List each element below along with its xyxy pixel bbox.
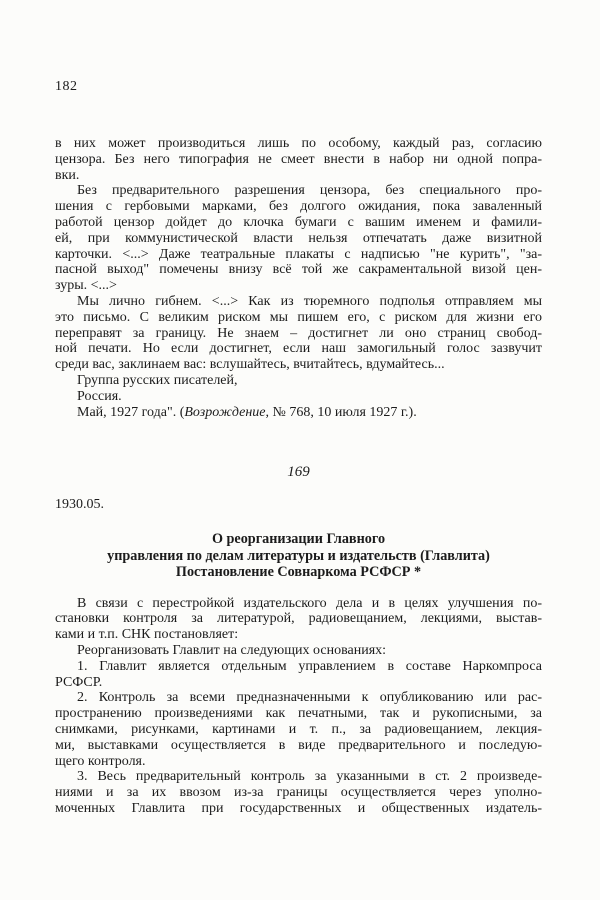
- text-line: 3. Весь предварительный контроль за указанными в ст. 2 произведе-: [77, 769, 542, 785]
- text-line: снимками, рисунками, картинами и т. п., за радиовещанием, лекция-: [55, 722, 542, 738]
- text-line: пространению произведениями как печатными, так и рукописными, за: [55, 706, 542, 722]
- text-line: карточки. <...> Даже театральные плакаты с надписью "не курить", "за-: [55, 246, 542, 262]
- text-line: зуры. <...>: [55, 278, 117, 294]
- text-line: Реорганизовать Главлит на следующих основаниях:: [77, 643, 387, 659]
- text-segment: , № 768, 10 июля 1927 г.).: [265, 404, 417, 420]
- italic-text-segment: Возрождение: [184, 404, 266, 420]
- text-line: В связи с перестройкой издательского дела и в целях улучшения по-: [77, 595, 542, 611]
- text-line: цензора. Без него типография не смеет внести в набор ни одной попра-: [55, 151, 542, 167]
- text-line: Без предварительного разрешения цензора, без специального про-: [77, 183, 542, 199]
- letter-text-block: [55, 136, 542, 420]
- text-line: 1. Главлит является отдельным управлением в составе Наркомпроса: [77, 658, 542, 674]
- text-line: щего контроля.: [55, 753, 146, 769]
- document-title-line: Постановление Совнаркома РСФСР *: [175, 564, 422, 581]
- text-line: ниями и за их ввозом из-за границы осуществляется через уполно-: [55, 785, 542, 801]
- text-line: вки.: [55, 167, 80, 183]
- document-title-line: управления по делам литературы и издательств (Главлита): [107, 547, 490, 564]
- text-line: ной печати. Но если достигнет, если наш замогильный голос зазвучит: [55, 341, 542, 357]
- text-line: переправят за границу. Не знаем – достигнет ли оно страниц свобод-: [55, 325, 542, 341]
- text-line: ей, при коммунистической власти нельзя отпечатать даже визитной: [55, 230, 542, 246]
- text-line: шения с гербовыми марками, без долгого ожидания, пока заваленный: [55, 199, 542, 215]
- text-segment: Май, 1927 года". (: [77, 404, 185, 420]
- document-date: 1930.05.: [55, 497, 104, 513]
- text-line: РСФСР.: [55, 674, 103, 690]
- text-line: становки контроля за литературой, радиовещанием, лекциями, выстав-: [55, 611, 542, 627]
- document-number: 169: [287, 464, 310, 481]
- text-line: в них может производиться лишь по особому, каждый раз, согласию: [55, 136, 542, 151]
- text-line: пасной выход" помечены внизу всё той же сакраментальной визой цен-: [55, 262, 542, 278]
- text-line: ками и т.п. СНК постановляет:: [55, 627, 239, 643]
- text-line: Мы лично гибнем. <...> Как из тюремного подполья отправляем мы: [77, 293, 542, 309]
- text-line: Россия.: [77, 388, 122, 404]
- document-title: [55, 531, 542, 581]
- text-line: среди вас, заклинаем вас: вслушайтесь, вчитайтесь, вдумайтесь...: [55, 357, 445, 373]
- text-line: [55, 405, 542, 421]
- document-title-line: О реорганизации Главного: [211, 531, 386, 548]
- text-line: моченных Главлита при государственных и общественных издатель-: [55, 801, 542, 816]
- text-line: 2. Контроль за всеми предназначенными к опубликованию или рас-: [77, 690, 542, 706]
- text-line: Группа русских писателей,: [77, 372, 238, 388]
- page-number: 182: [55, 79, 78, 94]
- text-line: ми, выставками осуществляется в виде предварительного и последую-: [55, 737, 542, 753]
- decree-text-block: [55, 596, 542, 817]
- text-line: работой цензор дойдет до клочка бумаги с вашим именем и фамили-: [55, 214, 542, 230]
- text-line: это письмо. С великим риском мы пишем его, с риском для жизни его: [55, 309, 542, 325]
